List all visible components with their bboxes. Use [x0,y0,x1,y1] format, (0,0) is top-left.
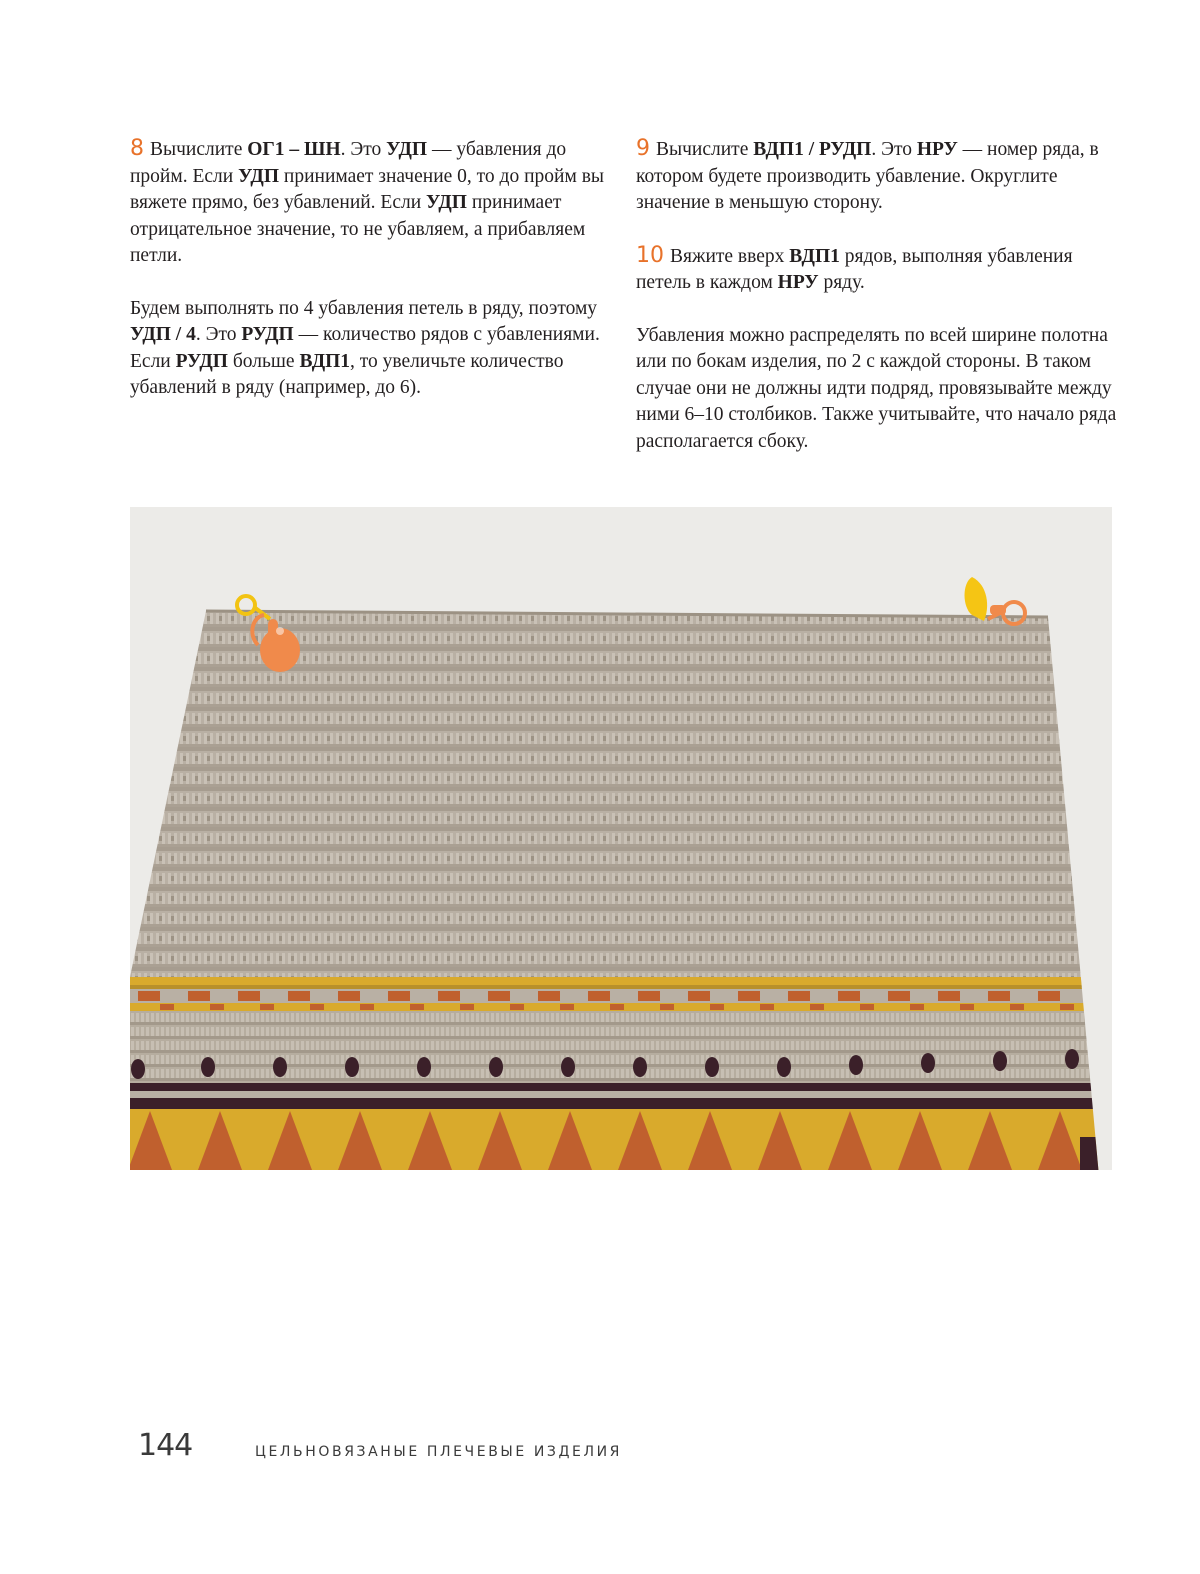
step-10: 10 Вяжите вверх ВДП1 рядов, выполняя убавления петель в каждом НРУ ряду. [636,242,1073,293]
step-number: 10 [636,242,664,268]
paragraph-distribution: Убавления можно распределять по всей ширине полотна или по бокам изделия, по 2 с каждой стороны. В таком случае они не должны идти подряд, провязывайте между ними 6–10 столбиков. Также учитывайте, что начало ряда располагается сбоку. [636,324,1117,452]
step-number: 8 [130,136,144,161]
running-head: ЦЕЛЬНОВЯЗАНЫЕ ПЛЕЧЕВЫЕ ИЗДЕЛИЯ [255,1444,623,1460]
step-number: 9 [636,136,650,161]
crochet-panel-illustration [130,507,1112,1170]
paragraph-decreases: Будем выполнять по 4 убавления петель в ряду, поэтому УДП / 4. Это РУДП — количество рядов с убавлениями. Если РУДП больше ВДП1, то увеличьте количество убавлений в ряду (например, до 6). [130,297,600,398]
page-number: 144 [138,1428,193,1463]
step-8: 8 Вычислите ОГ1 – ШН. Это УДП — убавления до пройм. Если УДП принимает значение 0, то до пройм вы вяжете прямо, без убавлений. Если УДП принимает отрицательное значение, то не убавляем, а прибавляем петли. [130,136,605,266]
right-column [636,136,1126,455]
crochet-photo [130,507,1112,1170]
left-column [130,136,610,402]
crochet-fabric [130,607,1112,1170]
step-9: 9 Вычислите ВДП1 / РУДП. Это НРУ — номер ряда, в котором будете производить убавление. Округлите значение в меньшую сторону. [636,136,1099,213]
